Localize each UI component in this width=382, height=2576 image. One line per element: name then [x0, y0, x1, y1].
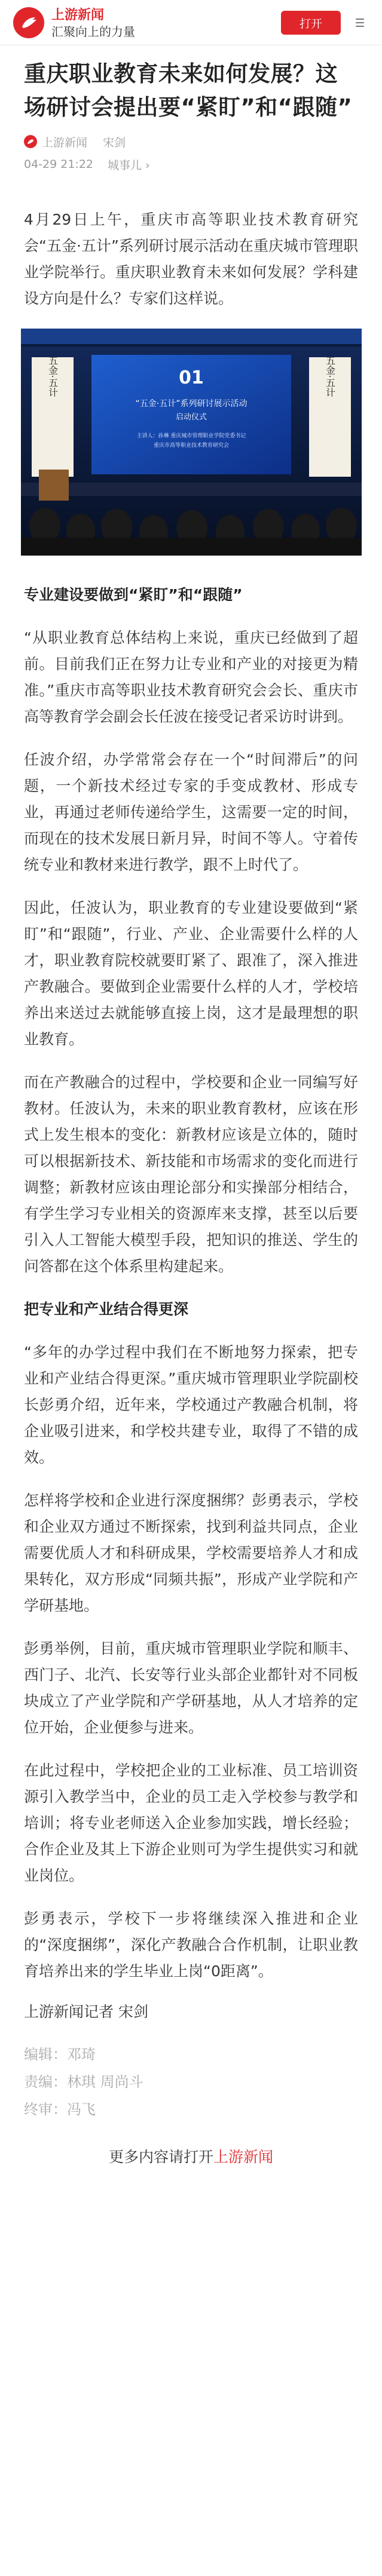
paragraph: 彭勇举例，目前，重庆城市管理职业学院和顺丰、西门子、北汽、长安等行业头部企业都针对不同板块成立了产业学院和产学研基地，从人才培养的定位开始，企业便参与进来。 — [24, 1640, 358, 1736]
author-name: 宋剑 — [103, 136, 126, 149]
screen-speaker: 主讲人：孙琳 重庆城市管理职业学院党委书记 — [136, 433, 246, 439]
menu-icon[interactable] — [353, 15, 366, 30]
left-banner-text: 五金·五计 — [47, 355, 59, 397]
paragraph: “多年的办学过程中我们在不断地努力探索，把专业和产业结合得更深。”重庆城市管理职业学院副校长彭勇介绍，近年来，学校通过产教融合机制，将企业吸引进来，和学校共建专业，取得了不错的成效。 — [24, 1344, 358, 1466]
channel-tag[interactable] — [108, 157, 150, 173]
right-banner-text: 五金·五计 — [324, 355, 336, 397]
article-title: 重庆职业教育未来如何发展？这场研讨会提出要“紧盯”和“跟随” — [24, 61, 353, 120]
source-name[interactable]: 上游新闻 — [42, 136, 88, 149]
footer-app-link[interactable]: 上游新闻 — [213, 2148, 274, 2166]
brand-slogan: 汇聚向上的力量 — [51, 24, 135, 39]
paragraph: 彭勇表示，学校下一步将继续深入推进和企业的“深度捆绑”，深化产教融合合作机制，让职业教育培养出来的学生毕业上岗“0距离”。 — [24, 1910, 358, 1980]
chief-editor-line: 责编：林琪 周尚斗 — [24, 2074, 143, 2090]
footer-prefix: 更多内容请打开 — [108, 2148, 213, 2166]
source-logo-icon — [24, 135, 37, 148]
brand — [51, 8, 135, 39]
paragraph: “从职业教育总体结构上来说，重庆已经做到了超前。目前我们正在努力让专业和产业的对接更为精准。”重庆市高等职业技术教育研究会会长、重庆市高等教育学会副会长任波在接受记者采访时讲到。 — [24, 629, 358, 725]
reporter-credit: 上游新闻记者 宋剑 — [24, 2003, 148, 2020]
article-photo[interactable] — [21, 329, 362, 556]
screen-subtitle: 启动仪式 — [175, 413, 207, 422]
paragraph: 而在产教融合的过程中，学校要和企业一同编写好教材。任波认为，未来的职业教育教材，应该在形式上发生根本的变化：新教材应该是立体的，随时可以根据新技术、新技能和市场需求的变化而进行调整；新教材应该由理论部分和实操部分相结合，有学生学习专业相关的资源库来支撑，甚至以后要引入人工智能大模型手段，把知识的推送、学生的问答都在这个体系里构建起来。 — [24, 1074, 358, 1275]
paragraph: 任波介绍，办学常常会存在一个“时间滞后”的问题，一个新技术经过专家的手变成教材、形成专业，再通过老师传递给学生，这需要一定的时间，而现在的技术发展日新月异，时间不等人。守着传统专业和教材来进行教学，跟不上时代了。 — [24, 751, 358, 873]
chevron-right-icon: › — [145, 158, 150, 172]
open-app-button[interactable]: 打开 — [281, 11, 341, 35]
open-app-footer[interactable] — [0, 2140, 382, 2172]
screen-number: 01 — [179, 367, 204, 388]
article — [0, 57, 382, 312]
brand-name: 上游新闻 — [51, 8, 105, 23]
paragraph: 因此，任波认为，职业教育的专业建设要做到“紧盯”和“跟随”，行业、产业、企业需要什么样的人才，职业教育院校就要盯紧了、跟准了，深入推进产教融合。要做到企业需要什么样的人才，学校培养出来送过去就能够直接上岗，这才是最理想的职业教育。 — [24, 899, 358, 1048]
editor-list — [24, 2041, 358, 2123]
logo-icon — [13, 7, 44, 38]
section-heading: 把专业和产业结合得更深 — [24, 1301, 189, 1318]
article-meta — [24, 133, 358, 151]
editor-line: 编辑：邓琦 — [24, 2046, 96, 2063]
app-header — [0, 0, 382, 45]
paragraph: 4月29日上午，重庆市高等职业技术教育研究会“五金·五计”系列研讨展示活动在重庆城市管理职业学院举行。重庆职业教育未来如何发展？学科建设方向是什么？专家们这样说。 — [24, 211, 358, 307]
paragraph: 在此过程中，学校把企业的工业标准、员工培训资源引入教学当中，企业的员工走入学校参与教学和培训；将专业老师送入企业参加实践，增长经验；合作企业及其上下游企业则可为学生提供实习和就业岗位。 — [24, 1762, 358, 1884]
screen-org: 重庆市高等职业技术教育研究会 — [153, 443, 230, 449]
paragraph: 怎样将学校和企业进行深度捆绑？彭勇表示，学校和企业双方通过不断探索，找到利益共同点，企业需要优质人才和科研成果，学校需要培养人才和成果转化，双方形成“同频共振”，形成产业学院和产学研基地。 — [24, 1492, 358, 1614]
section-heading: 专业建设要做到“紧盯”和“跟随” — [24, 586, 243, 603]
article-body — [0, 582, 382, 2123]
screen-title: “五金·五计”系列研讨展示活动 — [135, 399, 247, 409]
publish-time: 04-29 21:22 — [24, 158, 94, 171]
article-meta-2 — [24, 155, 358, 173]
final-review-line: 终审：冯飞 — [24, 2101, 96, 2118]
channel-label: 城事儿 — [108, 158, 142, 172]
